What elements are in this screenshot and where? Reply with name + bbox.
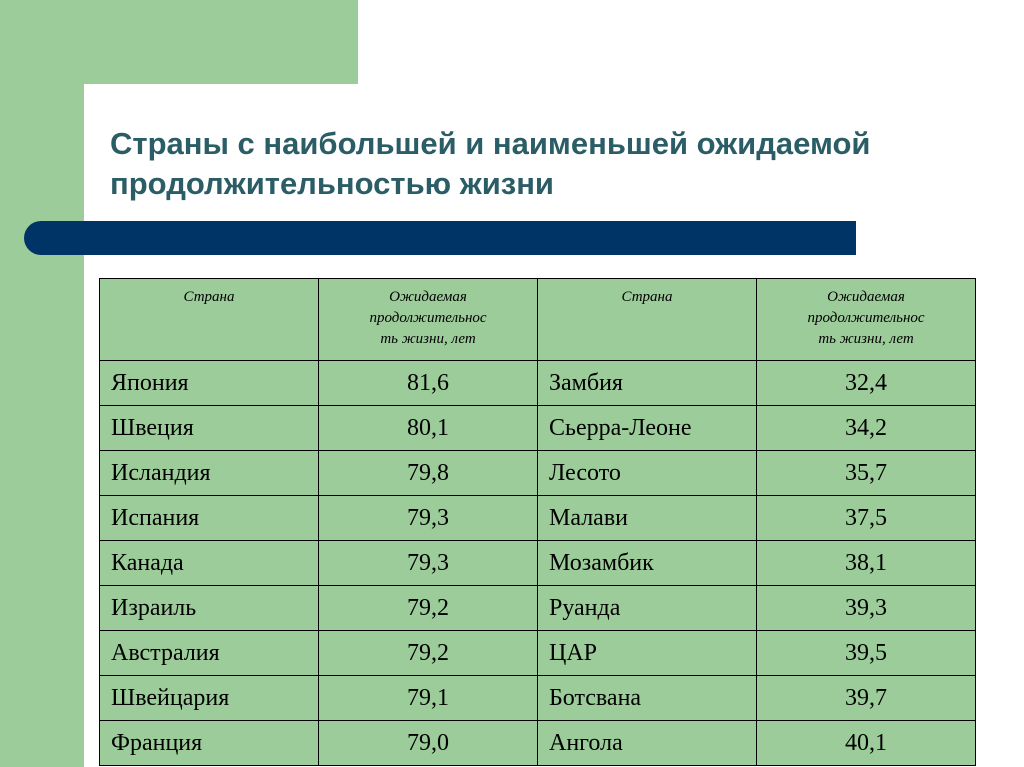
high-value-cell: 79,3	[319, 496, 538, 541]
high-country-cell: Швейцария	[100, 676, 319, 721]
table-row	[100, 541, 976, 586]
header-country-label: Страна	[621, 289, 673, 305]
high-value-cell: 79,2	[319, 586, 538, 631]
slide-title-line-1: Страны с наибольшей и наименьшей ожидаемой	[110, 126, 871, 161]
life-expectancy-table	[99, 278, 976, 766]
header-country-label: Страна	[183, 289, 235, 305]
header-country-low	[538, 279, 757, 361]
high-value-cell: 79,2	[319, 631, 538, 676]
low-country-cell: Сьерра-Леоне	[538, 406, 757, 451]
low-country-cell: Руанда	[538, 586, 757, 631]
header-country-high	[100, 279, 319, 361]
high-country-cell: Израиль	[100, 586, 319, 631]
table-row	[100, 406, 976, 451]
header-life-expectancy-low	[757, 279, 976, 361]
low-country-cell: Малави	[538, 496, 757, 541]
slide-title	[110, 124, 990, 204]
header-life-line-3: ть жизни, лет	[818, 331, 914, 347]
header-life-line-1: Ожидаемая	[827, 289, 905, 305]
top-left-decor-block	[0, 0, 358, 84]
low-country-cell: Лесото	[538, 451, 757, 496]
low-value-cell: 39,3	[757, 586, 976, 631]
low-country-cell: Мозамбик	[538, 541, 757, 586]
table-row	[100, 361, 976, 406]
title-underline-bar	[24, 221, 856, 255]
low-value-cell: 39,5	[757, 631, 976, 676]
high-country-cell: Испания	[100, 496, 319, 541]
left-decor-strip	[0, 0, 84, 767]
header-life-line-1: Ожидаемая	[389, 289, 467, 305]
high-country-cell: Исландия	[100, 451, 319, 496]
header-life-expectancy-high	[319, 279, 538, 361]
header-life-line-2: продолжительнос	[807, 310, 925, 326]
high-country-cell: Канада	[100, 541, 319, 586]
table-row	[100, 676, 976, 721]
high-country-cell: Швеция	[100, 406, 319, 451]
low-country-cell: Ботсвана	[538, 676, 757, 721]
high-value-cell: 79,1	[319, 676, 538, 721]
low-value-cell: 37,5	[757, 496, 976, 541]
high-value-cell: 79,3	[319, 541, 538, 586]
table-row	[100, 496, 976, 541]
slide-title-line-2: продолжительностью жизни	[110, 166, 554, 201]
low-value-cell: 32,4	[757, 361, 976, 406]
low-value-cell: 34,2	[757, 406, 976, 451]
low-country-cell: ЦАР	[538, 631, 757, 676]
header-life-line-3: ть жизни, лет	[380, 331, 476, 347]
table-row	[100, 451, 976, 496]
high-value-cell: 79,0	[319, 721, 538, 766]
high-value-cell: 79,8	[319, 451, 538, 496]
high-country-cell: Франция	[100, 721, 319, 766]
header-life-line-2: продолжительнос	[369, 310, 487, 326]
low-country-cell: Ангола	[538, 721, 757, 766]
low-value-cell: 35,7	[757, 451, 976, 496]
low-value-cell: 40,1	[757, 721, 976, 766]
table-row	[100, 586, 976, 631]
table-header-row	[100, 279, 976, 361]
low-value-cell: 39,7	[757, 676, 976, 721]
high-country-cell: Япония	[100, 361, 319, 406]
table-row	[100, 631, 976, 676]
high-country-cell: Австралия	[100, 631, 319, 676]
low-value-cell: 38,1	[757, 541, 976, 586]
high-value-cell: 80,1	[319, 406, 538, 451]
table-row	[100, 721, 976, 766]
high-value-cell: 81,6	[319, 361, 538, 406]
low-country-cell: Замбия	[538, 361, 757, 406]
